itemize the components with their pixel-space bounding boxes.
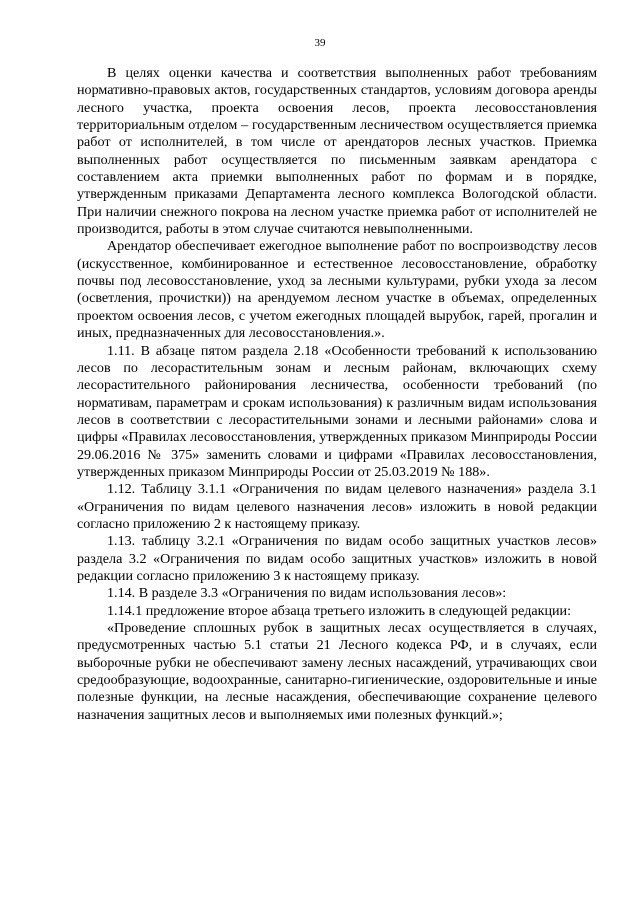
paragraph-item-1-13: 1.13. таблицу 3.2.1 «Ограничения по видам особо защитных участков лесов» раздела 3.2 «Ограничения по видам особо защитных участков» изложить в новой редакции согласно приложению 3 к настоящему приказу. [77,533,597,584]
paragraph-item-1-11: 1.11. В абзаце пятом раздела 2.18 «Особенности требований к использованию лесов по лесорастительным зонам и лесным районам, включающих схему лесорастительного районирования лесничества, особенности требований (по нормативам, параметрам и срокам использования) к различным видам использования лесов в соответствии с лесорастительными зонами и лесными районами» слова и цифры «Правилах лесовосстановления, утвержденных приказом Минприроды России 29.06.2016 № 375» заменить словами и цифрами «Правилах лесовосстановления, утвержденных приказом Минприроды России от 25.03.2019 № 188». [77,342,597,480]
paragraph-item-1-14: 1.14. В разделе 3.3 «Ограничения по видам использования лесов»: [107,585,507,602]
paragraph-quoted-new-wording: «Проведение сплошных рубок в защитных лесах осуществляется в случаях, предусмотренных частью 5.1 статьи 21 Лесного кодекса РФ, и в случаях, если выборочные рубки не обеспечивают замену лесных насаждений, утрачивающих свои средообразующие, водоохранные, санитарно-гигиенические, оздоровительные и иные полезные функции, на лесные насаждения, обеспечивающие сохранение целевого назначения защитных лесов и выполняемых ими полезных функций.»; [77,620,597,723]
paragraph-acceptance-of-works: В целях оценки качества и соответствия выполненных работ требованиям нормативно-правовых актов, государственных стандартов, условиям договора аренды лесного участка, проекта освоения лесов, проекта лесовосстановления территориальным отделом – государственным лесничеством осуществляется приемка работ от исполнителей, в том числе от арендаторов лесных участков. Приемка выполненных работ осуществляется по письменным заявкам арендатора с составлением акта приемки выполненных работ по формам и в порядке, утвержденным приказами Департамента лесного комплекса Вологодской области. При наличии снежного покрова на лесном участке приемка работ от исполнителей не производится, работы в этом случае считаются невыполненными. [77,65,597,238]
page-number: 39 [314,37,326,49]
paragraph-item-1-12: 1.12. Таблицу 3.1.1 «Ограничения по видам целевого назначения» раздела 3.1 «Ограничения по видам целевого назначения лесов» изложить в новой редакции согласно приложению 2 к настоящему приказу. [77,481,597,532]
paragraph-item-1-14-1: 1.14.1 предложение второе абзаца третьего изложить в следующей редакции: [107,602,572,619]
paragraph-reforestation-obligation: Арендатор обеспечивает ежегодное выполнение работ по воспроизводству лесов (искусственное, комбинированное и естественное лесовосстановление, обработку почвы под лесовосстановление, уход за лесными культурами, рубки ухода за лесом (осветления, прочистки)) на арендуемом лесном участке в объемах, определенных проектом освоения лесов, с учетом ежегодных площадей вырубок, гарей, прогалин и иных, предназначенных для лесовосстановления.». [77,238,597,342]
document-body [77,65,597,724]
